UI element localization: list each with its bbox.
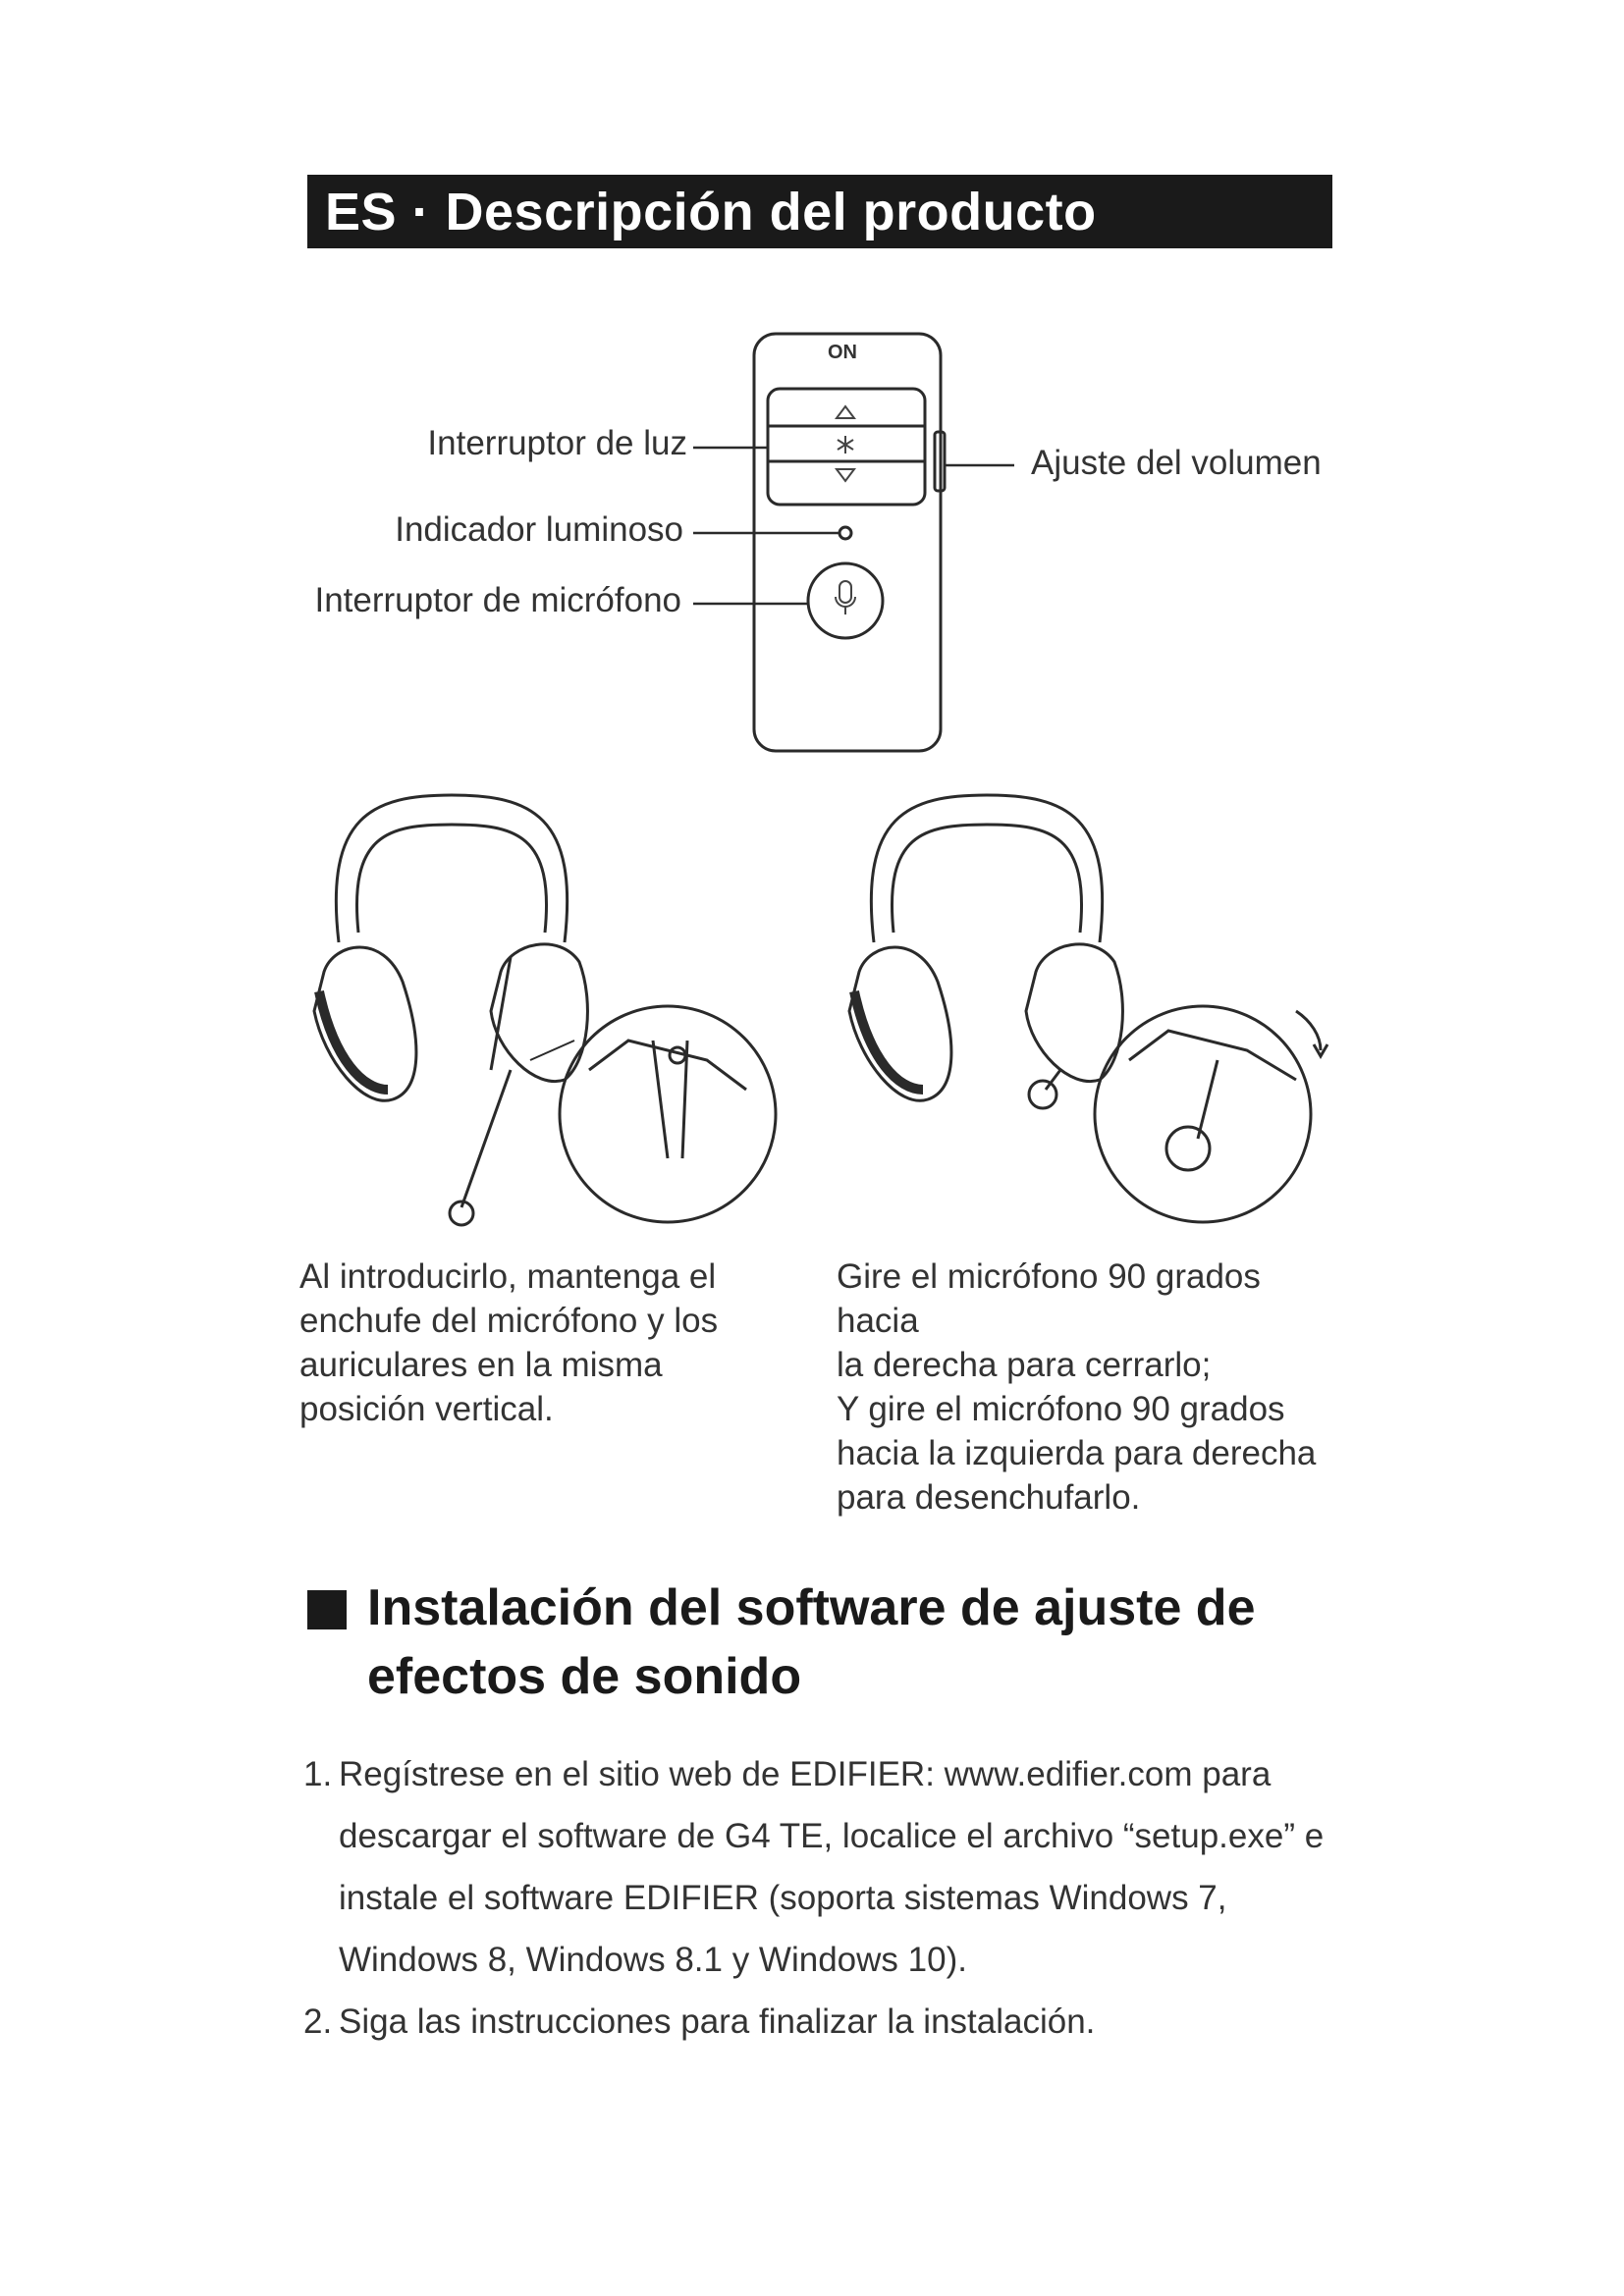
label-mic-switch: Interruptor de micrófono <box>314 581 681 619</box>
step-line: Siga las instrucciones para finalizar la instalación. <box>339 2002 1096 2041</box>
step-number: 1. <box>303 1755 333 1793</box>
label-volume: Ajuste del volumen <box>1031 444 1322 482</box>
caption-right <box>837 1255 1347 1520</box>
caption-line: para desenchufarlo. <box>837 1478 1141 1517</box>
section-header-title: ES · Descripción del producto <box>325 182 1097 241</box>
controller-on-label: ON <box>828 342 857 363</box>
section-bullet-icon <box>307 1590 347 1629</box>
step-number: 2. <box>303 2002 333 2041</box>
step-line: descargar el software de G4 TE, localice el archivo “setup.exe” e <box>339 1817 1325 1855</box>
step-line: Windows 8, Windows 8.1 y Windows 10). <box>339 1941 967 1979</box>
caption-line: enchufe del micrófono y los <box>299 1302 719 1340</box>
caption-line: auriculares en la misma <box>299 1346 663 1384</box>
rotate-arrow-icon <box>1296 1011 1321 1050</box>
step-line: Regístrese en el sitio web de EDIFIER: www.edifier.com para <box>339 1755 1272 1793</box>
label-indicator: Indicador luminoso <box>395 510 683 549</box>
step-line: instale el software EDIFIER (soporta sistemas Windows 7, <box>339 1879 1227 1917</box>
section-title-line: efectos de sonido <box>367 1648 802 1705</box>
headband-inner <box>892 825 1081 933</box>
caption-line: posición vertical. <box>299 1390 554 1428</box>
caption-line: hacia la izquierda para derecha <box>837 1434 1317 1472</box>
section-title <box>367 1574 1310 1711</box>
section-title-line: Instalación del software de ajuste de <box>367 1579 1256 1636</box>
label-light-switch: Interruptor de luz <box>427 424 687 462</box>
headband-outer <box>871 795 1102 942</box>
mic-tip <box>1029 1081 1056 1108</box>
caption-line: la derecha para cerrarlo; <box>837 1346 1212 1384</box>
caption-line: Al introducirlo, mantenga el <box>299 1257 717 1296</box>
caption-line: Gire el micrófono 90 grados hacia <box>837 1257 1261 1340</box>
caption-left <box>299 1255 751 1431</box>
caption-line: Y gire el micrófono 90 grados <box>837 1390 1285 1428</box>
